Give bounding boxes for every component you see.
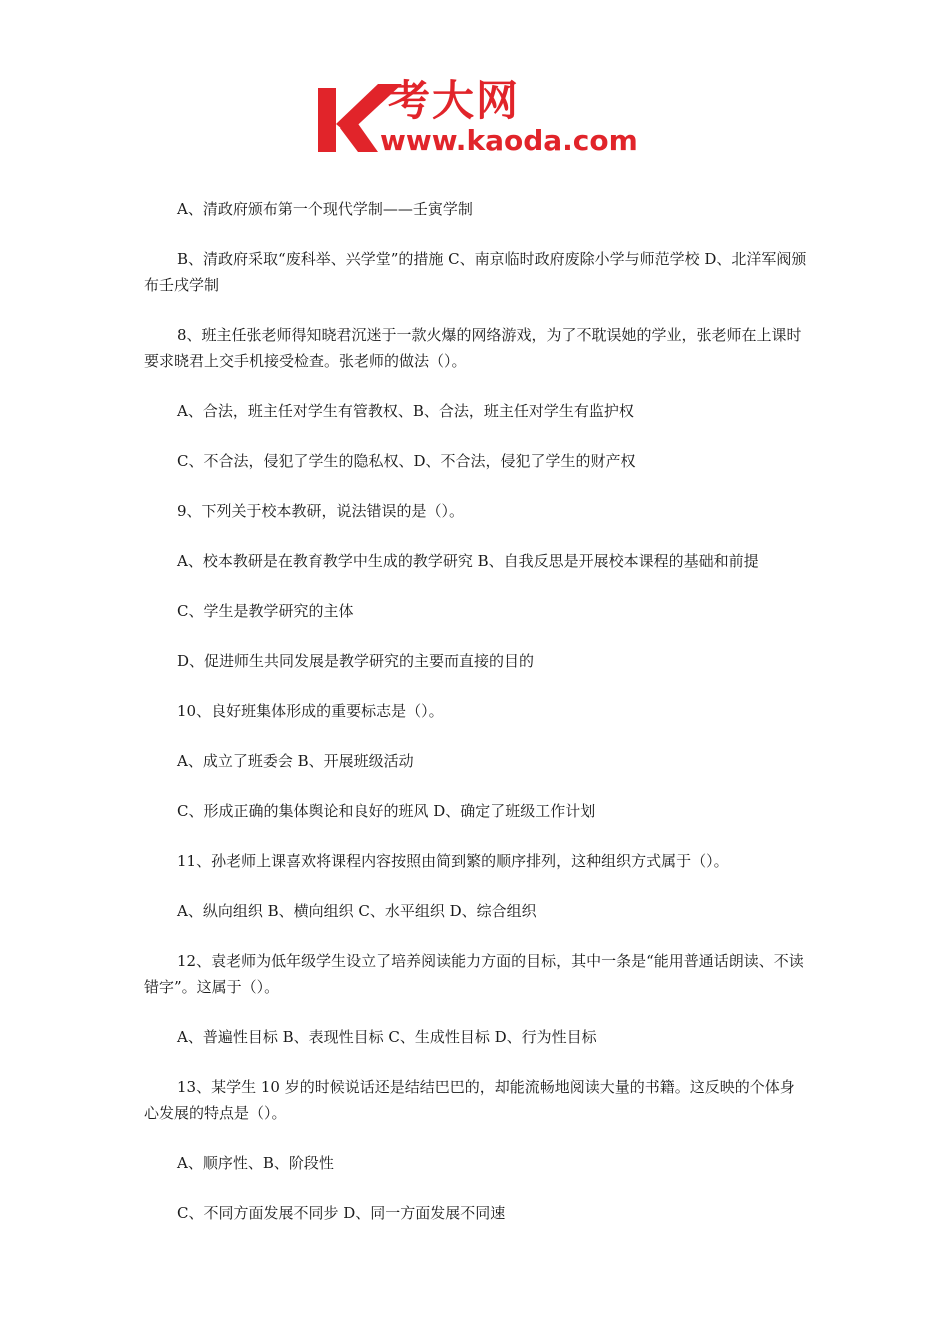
paragraph: C、学生是教学研究的主体 [177, 602, 354, 620]
logo-url: www.kaoda.com [380, 124, 638, 157]
question-10: 10、良好班集体形成的重要标志是（）。 [177, 702, 444, 720]
question-9: 9、下列关于校本教研，说法错误的是（）。 [177, 502, 465, 520]
paragraph: B、清政府采取“废科举、兴学堂”的措施 C、南京临时政府废除小学与师范学校 D、北洋军阀颁布壬戌学制 [144, 250, 807, 294]
question-13: 13、某学生 10 岁的时候说话还是结结巴巴的，却能流畅地阅读大量的书籍。这反映的个体身心发展的特点是（）。 [144, 1078, 795, 1122]
paragraph: D、促进师生共同发展是教学研究的主要而直接的目的 [177, 652, 535, 670]
paragraph: A、校本教研是在教育教学中生成的教学研究 B、自我反思是开展校本课程的基础和前提 [177, 552, 759, 570]
paragraph: A、合法，班主任对学生有管教权、B、合法，班主任对学生有监护权 [177, 402, 634, 420]
paragraph: C、形成正确的集体舆论和良好的班风 D、确定了班级工作计划 [177, 802, 596, 820]
question-12: 12、袁老师为低年级学生设立了培养阅读能力方面的目标，其中一条是“能用普通话朗读、不读错字”。这属于（）。 [144, 952, 804, 996]
paragraph: A、清政府颁布第一个现代学制——壬寅学制 [177, 200, 473, 218]
site-logo [318, 78, 643, 160]
paragraph: A、普遍性目标 B、表现性目标 C、生成性目标 D、行为性目标 [177, 1028, 597, 1046]
paragraph: A、成立了班委会 B、开展班级活动 [177, 752, 414, 770]
paragraph: A、纵向组织 B、横向组织 C、水平组织 D、综合组织 [177, 902, 537, 920]
paragraph: C、不同方面发展不同步 D、同一方面发展不同速 [177, 1204, 506, 1222]
question-8: 8、班主任张老师得知晓君沉迷于一款火爆的网络游戏，为了不耽误她的学业，张老师在上课时要求晓君上交手机接受检查。张老师的做法（）。 [144, 326, 802, 370]
document-body [144, 196, 809, 1250]
paragraph: A、顺序性、B、阶段性 [177, 1154, 334, 1172]
paragraph: C、不合法，侵犯了学生的隐私权、D、不合法，侵犯了学生的财产权 [177, 452, 636, 470]
logo-title: 考大网 [388, 76, 521, 125]
question-11: 11、孙老师上课喜欢将课程内容按照由简到繁的顺序排列，这种组织方式属于（）。 [177, 852, 729, 870]
